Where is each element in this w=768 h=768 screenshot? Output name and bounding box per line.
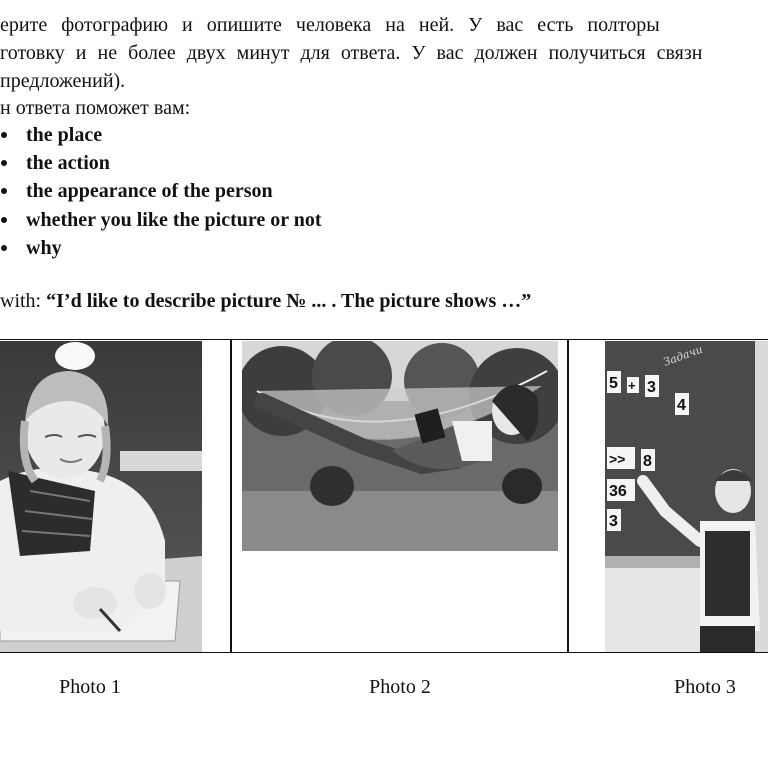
photo-1-caption: Photo 1 <box>59 676 121 698</box>
plan-item-label: why <box>26 236 62 259</box>
plan-intro: н ответа поможет вам: <box>0 97 191 119</box>
photo-2-caption: Photo 2 <box>369 676 431 698</box>
board-tile: 5 <box>609 375 618 392</box>
bullet-icon <box>1 245 7 251</box>
board-writing: Задачи <box>661 342 705 369</box>
bullet-icon <box>1 188 7 194</box>
plan-item-label: whether you like the picture or not <box>26 208 322 231</box>
plan-item-label: the action <box>26 152 110 175</box>
instruction-line-1: ерите фотографию и опишите человека на ней. У вас есть полторы <box>0 14 660 36</box>
table-divider <box>567 339 569 653</box>
bullet-icon <box>1 160 7 166</box>
bullet-icon <box>1 132 7 138</box>
plan-item-action <box>0 149 322 177</box>
instruction-line-2: готовку и не более двух минут для ответа. У вас должен получиться связн <box>0 42 703 64</box>
photo-1-girl-writing <box>0 341 202 652</box>
plan-item-place <box>0 121 322 149</box>
photo-3-caption: Photo 3 <box>674 676 736 698</box>
board-tile: 36 <box>609 483 627 500</box>
plan-item-why <box>0 234 322 262</box>
start-quote: “I’d like to describe picture № ... . The picture shows …” <box>46 290 532 312</box>
table-divider <box>230 339 232 653</box>
plan-item-label: the place <box>26 124 103 146</box>
board-tile: 3 <box>647 379 656 396</box>
bullet-icon <box>1 217 7 223</box>
board-tile: 4 <box>677 397 686 414</box>
plan-item-appearance <box>0 177 322 205</box>
photo-2-woman-hammock <box>242 341 558 551</box>
answer-plan-list <box>0 121 322 262</box>
start-prefix: with: <box>0 290 47 312</box>
start-phrase <box>0 288 531 314</box>
board-tile: >> <box>609 451 626 467</box>
board-tile: + <box>628 378 636 393</box>
board-tile: 3 <box>609 513 618 530</box>
board-tile: 8 <box>643 453 652 470</box>
photo-3-boy-blackboard <box>605 341 768 652</box>
instruction-line-3: предложений). <box>0 70 126 92</box>
plan-item-like <box>0 206 322 234</box>
plan-item-label: the appearance of the person <box>26 180 273 203</box>
